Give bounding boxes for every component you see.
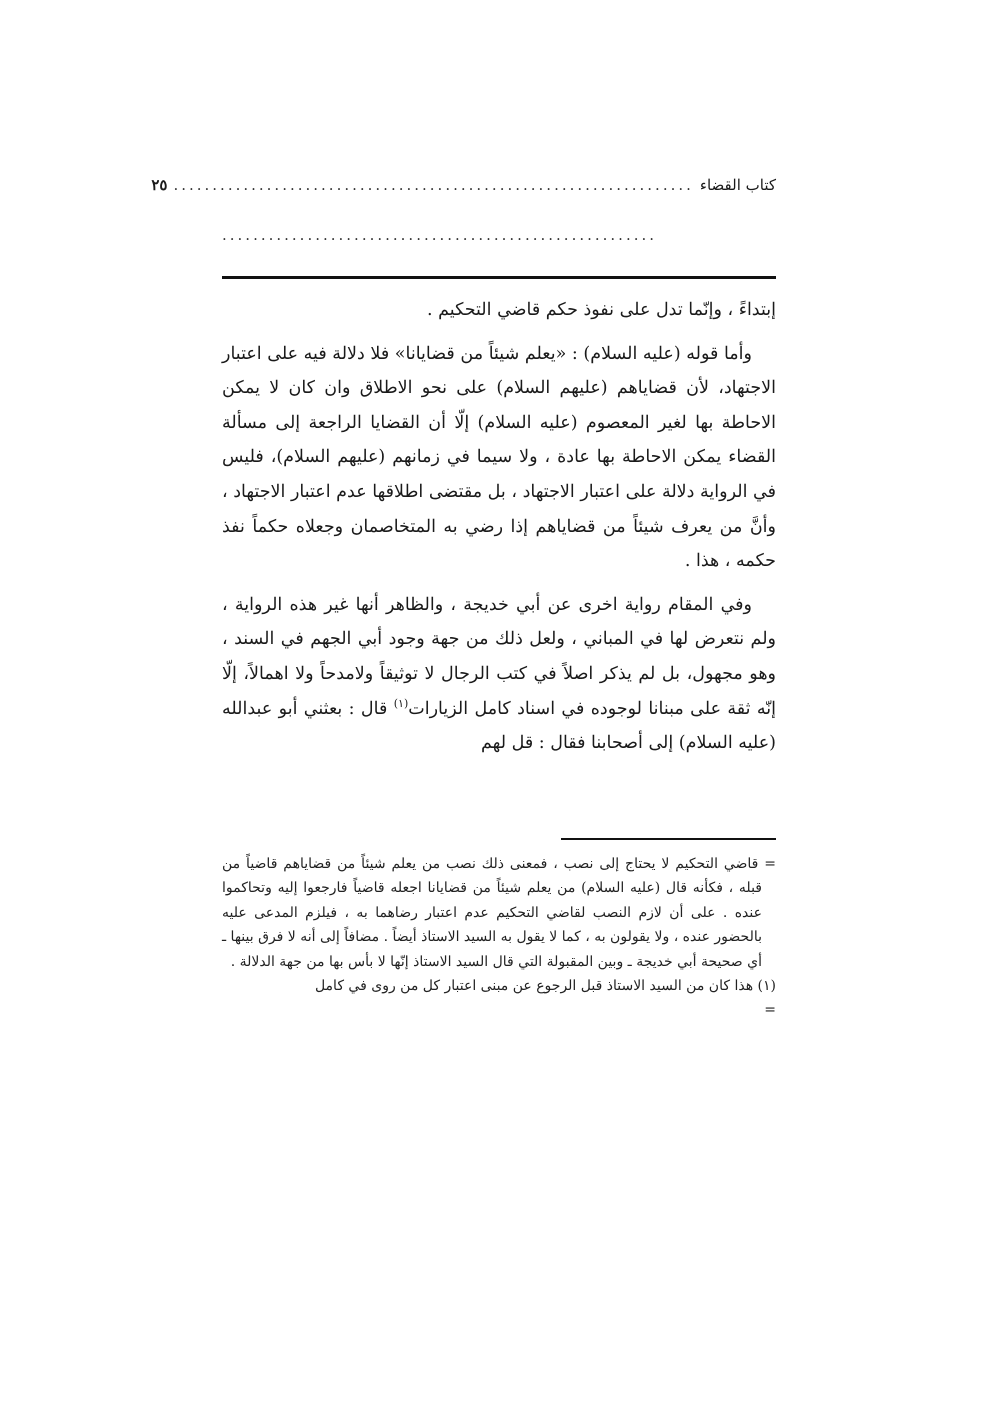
book-page <box>151 0 777 1403</box>
paragraph-1: إبتداءً ، وإنّما تدل على نفوذ حكم قاضي التحكيم . <box>427 300 776 320</box>
footnote-trailing-mark: = <box>764 1002 776 1019</box>
page-number: ٢٥ <box>151 176 168 194</box>
footnote-reference[interactable]: (١) <box>393 696 409 710</box>
paragraph-3 <box>222 588 776 761</box>
footnote-continuation-text: قاضي التحكيم لا يحتاج إلى نصب ، فمعنى ذلك نصب من يعلم شيئاً من قضاياهم قاضياً من قبله ، فكأنه قال (عليه السلام) من يعلم شيئاً من قضايانا اجعله قاضياً فارجعوا إليه وتحاكموا عنده . على أن لازم النصب لقاضي التحكيم عدم اعتبار رضاهما به ، فيلزم المدعى عليه بالحضور عنده ، ولا يقولون به ، كما لا يقول به السيد الاستاذ أيضاً . مضافاً إلى أنه لا فرق بينها ـ أي صحيحة أبي خديجة ـ وبين المقبولة التي قال السيد الاستاذ إنّها لا بأس بها من جهة الدلالة . <box>222 856 762 970</box>
main-text <box>222 293 776 761</box>
footnotes <box>222 852 776 1023</box>
footnote-continuation <box>222 852 776 974</box>
header-rule <box>222 276 776 279</box>
footnote-1: (١) هذا كان من السيد الاستاذ قبل الرجوع عن مبنى اعتبار كل من روى في كامل <box>314 978 776 995</box>
continuation-mark: = <box>764 856 777 872</box>
header-leader-dots: ................................................................... <box>173 176 694 194</box>
paragraph-3-text-end: قال : بعثني أبو عبدالله (عليه السلام) إلى أصحابنا فقال : قل لهم <box>222 698 776 754</box>
running-header <box>151 176 776 198</box>
paragraph-2: وأما قوله (عليه السلام) : «يعلم شيئاً من قضايانا» فلا دلالة فيه على اعتبار الاجتهاد، لأن قضاياهم (عليهم السلام) على نحو الاطلاق وان كان لا يمكن الاحاطة بها لغير المعصوم (عليه السلام) إلّا أن القضايا الراجعة إلى مسألة القضاء يمكن الاحاطة بها عادة ، ولا سيما في زمانهم (عليهم السلام)، فليس في الرواية دلالة على اعتبار الاجتهاد ، بل مقتضى اطلاقها عدم اعتبار الاجتهاد ، وأنَّ من يعرف شيئاً من قضاياهم إذا رضي به المتخاصمان وجعلاه حكماً نفذ حكمه ، هذا . <box>222 343 776 572</box>
footnote-rule <box>561 838 776 840</box>
book-title: كتاب القضاء <box>699 176 776 194</box>
paragraph-3-text: وفي المقام رواية اخرى عن أبي خديجة ، والظاهر أنها غير هذه الرواية ، ولم نتعرض لها في المباني ، ولعل ذلك من جهة وجود أبي الجهم في السند ، وهو مجهول، بل لم يذكر اصلاً في كتب الرجال لا توثيقاً ولامدحاً ولا اهمالاً، إلّا إنّه ثقة على مبنانا لوجوده في اسناد كامل الزيارات <box>222 594 776 719</box>
dotted-separator: ........................................................ <box>222 226 658 244</box>
